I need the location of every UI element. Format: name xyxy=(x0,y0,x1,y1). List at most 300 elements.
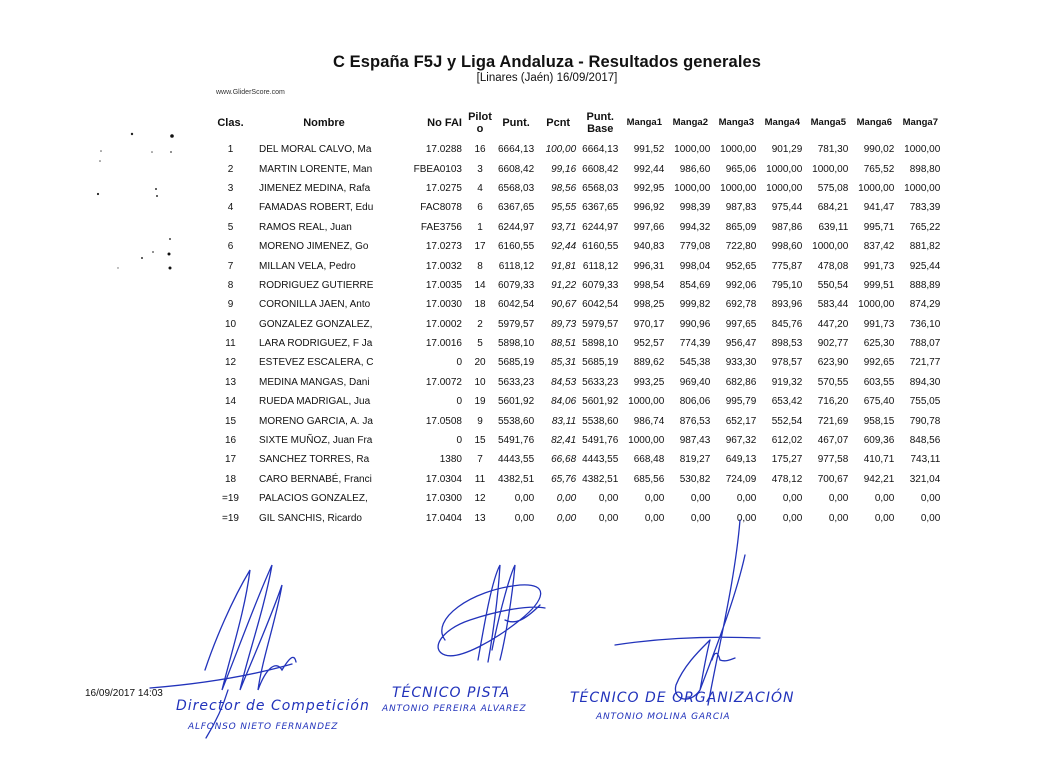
manga1-cell: 0,00 xyxy=(644,493,665,505)
table-row xyxy=(210,353,943,372)
manga6-cell: 941,47 xyxy=(863,202,895,214)
manga3-cell: 724,09 xyxy=(725,473,757,485)
fai-number-cell: 17.0032 xyxy=(425,260,462,272)
col-manga7: Manga7 xyxy=(902,117,938,128)
manga6-cell: 995,71 xyxy=(863,221,895,233)
manga3-cell: 692,78 xyxy=(725,299,757,311)
col-manga2: Manga2 xyxy=(672,117,708,128)
manga5-cell: 550,54 xyxy=(817,279,849,291)
pilot-number-cell: 12 xyxy=(474,493,486,505)
percent-cell: 91,81 xyxy=(551,260,577,272)
manga6-cell: 0,00 xyxy=(874,512,895,524)
manga3-cell: 995,79 xyxy=(725,396,757,408)
manga4-cell: 0,00 xyxy=(782,493,803,505)
col-manga4: Manga4 xyxy=(764,117,800,128)
manga1-cell: 996,92 xyxy=(633,202,665,214)
name-cell: MEDINA MANGAS, Dani xyxy=(259,376,370,388)
manga6-cell: 990,02 xyxy=(863,144,895,156)
rank-cell: 12 xyxy=(224,357,237,369)
col-clas: Clas. xyxy=(217,117,244,129)
table-row xyxy=(210,373,943,392)
scan-specks xyxy=(0,0,200,300)
manga1-cell: 998,54 xyxy=(633,279,665,291)
points-cell: 4382,51 xyxy=(498,473,535,485)
rank-cell: =19 xyxy=(222,512,239,524)
signature-1-role: Director de Competición xyxy=(176,698,370,714)
table-row xyxy=(210,315,943,334)
fai-number-cell: 17.0273 xyxy=(425,241,462,253)
base-points-cell: 6367,65 xyxy=(582,202,619,214)
manga7-cell: 790,78 xyxy=(909,415,941,427)
manga5-cell: 721,69 xyxy=(817,415,849,427)
manga2-cell: 530,82 xyxy=(679,473,711,485)
manga5-cell: 570,55 xyxy=(817,376,849,388)
fai-number-cell: 17.0035 xyxy=(425,279,462,291)
points-cell: 5898,10 xyxy=(498,338,535,350)
manga4-cell: 901,29 xyxy=(771,144,803,156)
manga3-cell: 1000,00 xyxy=(720,182,757,194)
pilot-number-cell: 15 xyxy=(474,435,486,447)
rank-cell: 16 xyxy=(224,435,237,447)
manga4-cell: 795,10 xyxy=(771,279,803,291)
points-cell: 6118,12 xyxy=(498,260,535,272)
name-cell: FAMADAS ROBERT, Edu xyxy=(259,202,374,214)
manga4-cell: 978,57 xyxy=(771,357,803,369)
base-points-cell: 0,00 xyxy=(598,493,619,505)
manga5-cell: 684,21 xyxy=(817,202,849,214)
fai-number-cell: 1380 xyxy=(439,454,462,466)
rank-cell: 5 xyxy=(227,221,234,233)
points-cell: 6664,13 xyxy=(498,144,535,156)
manga5-cell: 639,11 xyxy=(818,221,849,233)
fai-number-cell: 17.0016 xyxy=(425,338,462,350)
base-points-cell: 5491,76 xyxy=(582,435,619,447)
points-cell: 5538,60 xyxy=(498,415,535,427)
col-nombre: Nombre xyxy=(303,117,345,129)
percent-cell: 88,51 xyxy=(551,338,577,350)
points-cell: 6079,33 xyxy=(498,279,535,291)
name-cell: ESTEVEZ ESCALERA, C xyxy=(259,357,374,369)
manga2-cell: 986,60 xyxy=(679,163,711,175)
manga7-cell: 0,00 xyxy=(920,493,941,505)
col-pcnt: Pcnt xyxy=(546,117,571,129)
manga4-cell: 919,32 xyxy=(771,376,803,388)
percent-cell: 98,56 xyxy=(551,182,577,194)
results-body xyxy=(210,140,943,528)
rank-cell: 6 xyxy=(227,241,234,253)
manga1-cell: 685,56 xyxy=(633,473,665,485)
fai-number-cell: 17.0072 xyxy=(425,376,462,388)
base-points-cell: 6160,55 xyxy=(582,241,619,253)
percent-cell: 84,06 xyxy=(551,396,577,408)
manga5-cell: 902,77 xyxy=(817,338,849,350)
manga2-cell: 806,06 xyxy=(679,396,711,408)
percent-cell: 66,68 xyxy=(551,454,577,466)
pilot-number-cell: 8 xyxy=(477,260,483,272)
points-cell: 6568,03 xyxy=(498,182,535,194)
fai-number-cell: 17.0288 xyxy=(425,144,462,156)
manga6-cell: 958,15 xyxy=(863,415,895,427)
name-cell: LARA RODRIGUEZ, F Ja xyxy=(259,338,373,350)
manga6-cell: 1000,00 xyxy=(858,299,895,311)
rank-cell: 17 xyxy=(224,454,237,466)
percent-cell: 84,53 xyxy=(551,376,577,388)
manga1-cell: 1000,00 xyxy=(628,396,665,408)
rank-cell: 1 xyxy=(227,144,234,156)
pilot-number-cell: 3 xyxy=(477,163,483,175)
fai-number-cell: 17.0300 xyxy=(425,493,462,505)
name-cell: RAMOS REAL, Juan xyxy=(259,221,352,233)
manga6-cell: 765,52 xyxy=(863,163,895,175)
manga2-cell: 990,96 xyxy=(679,318,711,330)
table-row xyxy=(210,179,943,198)
col-punt: Punt. xyxy=(502,117,530,129)
percent-cell: 65,76 xyxy=(551,473,577,485)
pilot-number-cell: 7 xyxy=(477,454,483,466)
manga3-cell: 965,06 xyxy=(725,163,757,175)
manga4-cell: 1000,00 xyxy=(766,163,803,175)
manga3-cell: 992,06 xyxy=(725,279,757,291)
fai-number-cell: 17.0508 xyxy=(425,415,462,427)
pilot-number-cell: 18 xyxy=(474,299,486,311)
percent-cell: 100,00 xyxy=(545,144,577,156)
name-cell: GIL SANCHIS, Ricardo xyxy=(259,512,362,524)
percent-cell: 0,00 xyxy=(556,512,577,524)
name-cell: MORENO JIMENEZ, Go xyxy=(259,241,369,253)
base-points-cell: 6664,13 xyxy=(582,144,619,156)
manga7-cell: 743,11 xyxy=(910,454,941,466)
table-row xyxy=(210,295,943,314)
rank-cell: 3 xyxy=(227,182,234,194)
base-points-cell: 5601,92 xyxy=(582,396,619,408)
fai-number-cell: 0 xyxy=(456,357,462,369)
rank-cell: 7 xyxy=(227,260,234,272)
manga4-cell: 478,12 xyxy=(771,473,803,485)
manga5-cell: 0,00 xyxy=(828,493,849,505)
table-row xyxy=(210,256,943,275)
signature-tecnico-pista xyxy=(438,565,545,662)
base-points-cell: 6079,33 xyxy=(582,279,619,291)
manga1-cell: 0,00 xyxy=(644,512,665,524)
table-row xyxy=(210,450,943,469)
manga4-cell: 775,87 xyxy=(771,260,803,272)
manga5-cell: 0,00 xyxy=(828,512,849,524)
name-cell: RUEDA MADRIGAL, Jua xyxy=(259,396,371,408)
manga1-cell: 998,25 xyxy=(633,299,665,311)
manga4-cell: 1000,00 xyxy=(766,182,803,194)
pilot-number-cell: 19 xyxy=(474,396,486,408)
manga6-cell: 999,51 xyxy=(863,279,895,291)
rank-cell: 13 xyxy=(224,376,237,388)
name-cell: CORONILLA JAEN, Anto xyxy=(259,299,371,311)
manga7-cell: 765,22 xyxy=(909,221,941,233)
points-cell: 0,00 xyxy=(514,512,535,524)
manga7-cell: 0,00 xyxy=(920,512,941,524)
pilot-number-cell: 1 xyxy=(477,221,483,233)
col-manga6: Manga6 xyxy=(856,117,892,128)
manga1-cell: 970,17 xyxy=(633,318,665,330)
manga4-cell: 893,96 xyxy=(771,299,803,311)
percent-cell: 0,00 xyxy=(556,493,577,505)
manga7-cell: 888,89 xyxy=(909,279,941,291)
name-cell: GONZALEZ GONZALEZ, xyxy=(259,318,373,330)
manga1-cell: 940,83 xyxy=(633,241,665,253)
manga4-cell: 653,42 xyxy=(771,396,803,408)
col-manga5: Manga5 xyxy=(810,117,846,128)
manga6-cell: 675,40 xyxy=(863,396,895,408)
table-row xyxy=(210,237,943,256)
name-cell: PALACIOS GONZALEZ, xyxy=(259,493,368,505)
points-cell: 5979,57 xyxy=(498,318,535,330)
percent-cell: 93,71 xyxy=(551,221,577,233)
signature-2-role: TÉCNICO PISTA xyxy=(392,685,511,701)
table-header-row xyxy=(210,106,943,140)
rank-cell: 18 xyxy=(224,473,237,485)
percent-cell: 95,55 xyxy=(551,202,577,214)
manga5-cell: 467,07 xyxy=(817,435,849,447)
name-cell: RODRIGUEZ GUTIERRE xyxy=(259,279,374,291)
percent-cell: 99,16 xyxy=(551,163,577,175)
manga2-cell: 999,82 xyxy=(679,299,711,311)
rank-cell: 8 xyxy=(227,279,234,291)
manga7-cell: 848,56 xyxy=(909,435,941,447)
name-cell: CARO BERNABÉ, Franci xyxy=(259,473,372,485)
base-points-cell: 5979,57 xyxy=(582,318,619,330)
points-cell: 4443,55 xyxy=(498,454,535,466)
manga6-cell: 603,55 xyxy=(863,376,895,388)
manga6-cell: 992,65 xyxy=(863,357,895,369)
fai-number-cell: 0 xyxy=(456,396,462,408)
manga7-cell: 783,39 xyxy=(909,202,941,214)
manga5-cell: 716,20 xyxy=(817,396,849,408)
col-manga1: Manga1 xyxy=(626,117,662,128)
base-points-cell: 6568,03 xyxy=(582,182,619,194)
percent-cell: 82,41 xyxy=(551,435,577,447)
points-cell: 6042,54 xyxy=(498,299,535,311)
col-punt-base: Punt. Base xyxy=(586,111,614,135)
manga4-cell: 175,27 xyxy=(771,454,803,466)
points-cell: 6244,97 xyxy=(498,221,535,233)
manga5-cell: 1000,00 xyxy=(812,163,849,175)
table-row xyxy=(210,508,943,527)
name-cell: MARTIN LORENTE, Man xyxy=(259,163,373,175)
manga5-cell: 977,58 xyxy=(817,454,849,466)
manga7-cell: 894,30 xyxy=(909,376,941,388)
percent-cell: 85,31 xyxy=(551,357,577,369)
manga3-cell: 722,80 xyxy=(725,241,757,253)
base-points-cell: 5898,10 xyxy=(582,338,619,350)
manga5-cell: 623,90 xyxy=(817,357,849,369)
base-points-cell: 4443,55 xyxy=(582,454,619,466)
table-row xyxy=(210,159,943,178)
page-title: C España F5J y Liga Andaluza - Resultados generales xyxy=(332,53,762,71)
name-cell: MILLAN VELA, Pedro xyxy=(259,260,356,272)
rank-cell: 15 xyxy=(224,415,237,427)
name-cell: SIXTE MUÑOZ, Juan Fra xyxy=(259,435,373,447)
manga1-cell: 996,31 xyxy=(633,260,665,272)
base-points-cell: 6042,54 xyxy=(582,299,619,311)
name-cell: DEL MORAL CALVO, Ma xyxy=(259,144,372,156)
manga5-cell: 575,08 xyxy=(817,182,849,194)
manga7-cell: 874,29 xyxy=(909,299,941,311)
fai-number-cell: 17.0275 xyxy=(425,182,462,194)
signature-1-name: ALFONSO NIETO FERNANDEZ xyxy=(188,722,339,732)
manga6-cell: 625,30 xyxy=(863,338,895,350)
base-points-cell: 5685,19 xyxy=(582,357,619,369)
manga7-cell: 898,80 xyxy=(909,163,941,175)
manga3-cell: 0,00 xyxy=(736,512,757,524)
manga6-cell: 942,21 xyxy=(863,473,895,485)
manga1-cell: 1000,00 xyxy=(628,435,665,447)
pilot-number-cell: 5 xyxy=(477,338,483,350)
manga2-cell: 1000,00 xyxy=(674,144,711,156)
manga4-cell: 987,86 xyxy=(771,221,803,233)
manga6-cell: 410,71 xyxy=(863,454,895,466)
manga6-cell: 991,73 xyxy=(863,318,895,330)
manga6-cell: 609,36 xyxy=(863,435,895,447)
manga6-cell: 1000,00 xyxy=(858,182,895,194)
name-cell: MORENO GARCIA, A. Ja xyxy=(259,415,373,427)
manga1-cell: 992,95 xyxy=(633,182,665,194)
manga5-cell: 1000,00 xyxy=(812,241,849,253)
manga2-cell: 987,43 xyxy=(679,435,711,447)
rank-cell: 11 xyxy=(225,338,236,350)
table-row xyxy=(210,276,943,295)
manga7-cell: 881,82 xyxy=(909,241,941,253)
pilot-number-cell: 20 xyxy=(474,357,486,369)
base-points-cell: 0,00 xyxy=(598,512,619,524)
manga7-cell: 321,04 xyxy=(909,473,941,485)
base-points-cell: 6118,12 xyxy=(582,260,619,272)
manga1-cell: 993,25 xyxy=(633,376,665,388)
pilot-number-cell: 17 xyxy=(474,241,486,253)
manga7-cell: 721,77 xyxy=(909,357,941,369)
points-cell: 5685,19 xyxy=(498,357,535,369)
manga6-cell: 0,00 xyxy=(874,493,895,505)
points-cell: 0,00 xyxy=(514,493,535,505)
manga2-cell: 545,38 xyxy=(679,357,711,369)
manga7-cell: 788,07 xyxy=(909,338,941,350)
manga3-cell: 865,09 xyxy=(725,221,757,233)
percent-cell: 92,44 xyxy=(551,241,577,253)
manga2-cell: 774,39 xyxy=(679,338,711,350)
manga5-cell: 583,44 xyxy=(817,299,849,311)
manga1-cell: 668,48 xyxy=(633,454,665,466)
manga2-cell: 998,04 xyxy=(679,260,711,272)
name-cell: SANCHEZ TORRES, Ra xyxy=(259,454,370,466)
manga2-cell: 994,32 xyxy=(679,221,711,233)
manga7-cell: 1000,00 xyxy=(904,182,941,194)
site-url: www.GliderScore.com xyxy=(216,89,285,96)
manga3-cell: 987,83 xyxy=(725,202,757,214)
pilot-number-cell: 4 xyxy=(477,182,483,194)
manga7-cell: 755,05 xyxy=(909,396,941,408)
rank-cell: 10 xyxy=(224,318,237,330)
manga1-cell: 952,57 xyxy=(633,338,665,350)
manga3-cell: 956,47 xyxy=(725,338,757,350)
col-fai: No FAI xyxy=(427,117,462,129)
name-cell: JIMENEZ MEDINA, Rafa xyxy=(259,182,371,194)
manga4-cell: 845,76 xyxy=(771,318,803,330)
signature-tecnico-organizacion xyxy=(615,520,760,705)
rank-cell: =19 xyxy=(222,493,239,505)
manga1-cell: 992,44 xyxy=(633,163,665,175)
manga3-cell: 649,13 xyxy=(725,454,757,466)
fai-number-cell: 17.0304 xyxy=(425,473,462,485)
table-row xyxy=(210,411,943,430)
table-row xyxy=(210,392,943,411)
manga2-cell: 0,00 xyxy=(690,512,711,524)
pilot-number-cell: 2 xyxy=(477,318,483,330)
manga4-cell: 552,54 xyxy=(771,415,803,427)
manga2-cell: 1000,00 xyxy=(674,182,711,194)
manga4-cell: 998,60 xyxy=(771,241,803,253)
print-timestamp: 16/09/2017 14:03 xyxy=(85,688,163,699)
table-row xyxy=(210,334,943,353)
manga1-cell: 997,66 xyxy=(633,221,665,233)
manga2-cell: 0,00 xyxy=(690,493,711,505)
points-cell: 5601,92 xyxy=(498,396,535,408)
col-pilot: Pilot o xyxy=(468,111,492,135)
manga1-cell: 889,62 xyxy=(633,357,665,369)
signature-3-role: TÉCNICO DE ORGANIZACIÓN xyxy=(570,690,795,706)
pilot-number-cell: 11 xyxy=(474,473,486,485)
manga4-cell: 898,53 xyxy=(771,338,803,350)
table-row xyxy=(210,431,943,450)
manga4-cell: 0,00 xyxy=(782,512,803,524)
points-cell: 6608,42 xyxy=(498,163,535,175)
signature-3-name: ANTONIO MOLINA GARCIA xyxy=(596,712,731,722)
table-row xyxy=(210,470,943,489)
base-points-cell: 6608,42 xyxy=(582,163,619,175)
base-points-cell: 6244,97 xyxy=(582,221,619,233)
manga3-cell: 0,00 xyxy=(736,493,757,505)
base-points-cell: 5633,23 xyxy=(582,376,619,388)
manga5-cell: 447,20 xyxy=(817,318,849,330)
rank-cell: 9 xyxy=(227,299,234,311)
pilot-number-cell: 14 xyxy=(474,279,486,291)
fai-number-cell: FAC8078 xyxy=(420,202,462,214)
manga7-cell: 736,10 xyxy=(909,318,941,330)
manga3-cell: 652,17 xyxy=(725,415,757,427)
manga2-cell: 779,08 xyxy=(679,241,711,253)
pilot-number-cell: 16 xyxy=(474,144,486,156)
pilot-number-cell: 13 xyxy=(474,512,486,524)
fai-number-cell: FBEA0103 xyxy=(413,163,462,175)
percent-cell: 91,22 xyxy=(551,279,577,291)
rank-cell: 2 xyxy=(227,163,234,175)
signature-2-name: ANTONIO PEREIRA ALVAREZ xyxy=(382,704,527,714)
rank-cell: 14 xyxy=(224,396,237,408)
manga2-cell: 819,27 xyxy=(679,454,711,466)
table-row xyxy=(210,489,943,508)
manga3-cell: 967,32 xyxy=(725,435,757,447)
manga3-cell: 952,65 xyxy=(725,260,757,272)
results-table xyxy=(210,106,943,528)
table-row xyxy=(210,140,943,159)
fai-number-cell: 17.0404 xyxy=(425,512,462,524)
points-cell: 5491,76 xyxy=(498,435,535,447)
col-manga3: Manga3 xyxy=(718,117,754,128)
fai-number-cell: 0 xyxy=(456,435,462,447)
fai-number-cell: FAE3756 xyxy=(420,221,462,233)
points-cell: 6160,55 xyxy=(498,241,535,253)
manga5-cell: 700,67 xyxy=(817,473,849,485)
points-cell: 6367,65 xyxy=(498,202,535,214)
pilot-number-cell: 6 xyxy=(477,202,483,214)
manga7-cell: 1000,00 xyxy=(904,144,941,156)
fai-number-cell: 17.0030 xyxy=(425,299,462,311)
